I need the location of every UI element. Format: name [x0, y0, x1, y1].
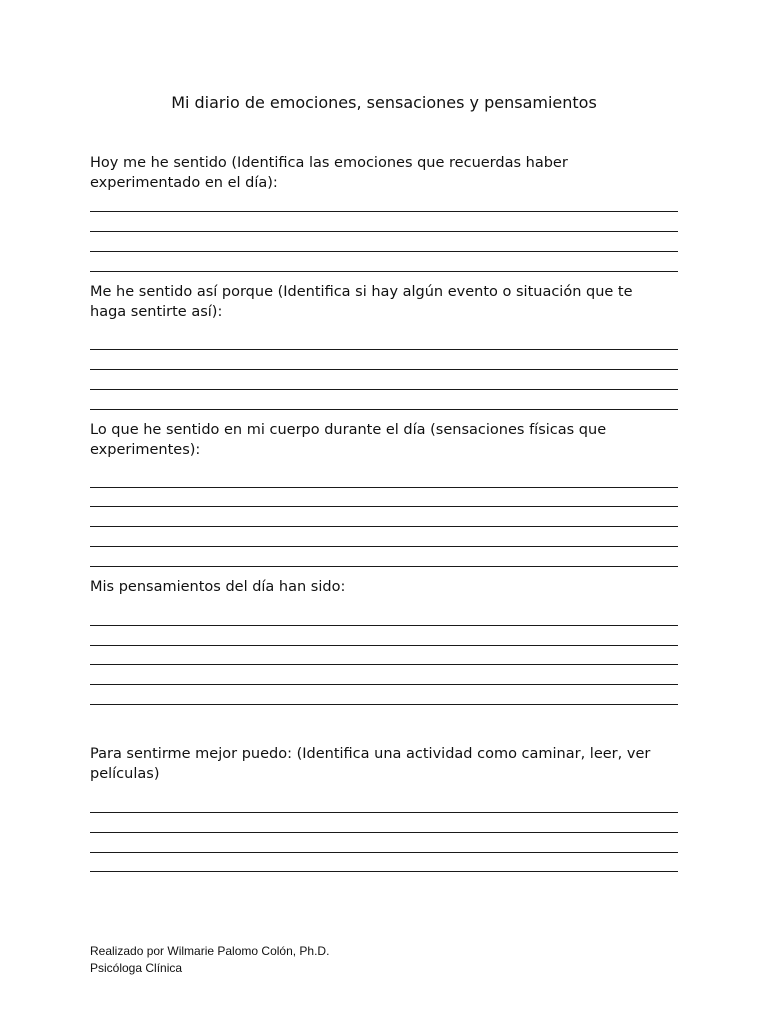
writing-line[interactable] — [90, 409, 678, 410]
writing-line[interactable] — [90, 369, 678, 370]
footer-author: Realizado por Wilmarie Palomo Colón, Ph.D. — [90, 944, 330, 958]
writing-line[interactable] — [90, 271, 678, 272]
writing-line[interactable] — [90, 645, 678, 646]
prompt-reason-line-1: Me he sentido así porque (Identifica si hay algún evento o situación que te — [90, 284, 633, 300]
writing-line[interactable] — [90, 546, 678, 547]
footer-role: Psicóloga Clínica — [90, 961, 183, 975]
footer-credit — [90, 943, 329, 977]
prompt-emotions-line-1: Hoy me he sentido (Identifica las emociones que recuerdas haber — [90, 155, 568, 171]
writing-line[interactable] — [90, 704, 678, 705]
writing-line[interactable] — [90, 389, 678, 390]
prompt-body-sensations — [90, 421, 690, 460]
writing-line[interactable] — [90, 684, 678, 685]
prompt-feel-better-line-2: películas) — [90, 765, 160, 782]
prompt-feel-better — [90, 745, 690, 784]
prompt-emotions — [90, 154, 690, 193]
writing-line[interactable] — [90, 251, 678, 252]
writing-line[interactable] — [90, 231, 678, 232]
writing-line[interactable] — [90, 487, 678, 488]
prompt-feel-better-line-1: Para sentirme mejor puedo: (Identifica una actividad como caminar, leer, ver — [90, 746, 651, 762]
writing-line[interactable] — [90, 832, 678, 833]
writing-line[interactable] — [90, 852, 678, 853]
writing-line[interactable] — [90, 664, 678, 665]
writing-line[interactable] — [90, 349, 678, 350]
prompt-emotions-line-2: experimentado en el día): — [90, 174, 278, 191]
prompt-thoughts — [90, 578, 690, 598]
writing-line[interactable] — [90, 506, 678, 507]
writing-line[interactable] — [90, 625, 678, 626]
writing-line[interactable] — [90, 812, 678, 813]
prompt-reason-line-2: haga sentirte así): — [90, 303, 223, 320]
writing-line[interactable] — [90, 871, 678, 872]
prompt-body-sensations-line-1: Lo que he sentido en mi cuerpo durante el día (sensaciones físicas que — [90, 422, 607, 438]
prompt-reason — [90, 283, 690, 322]
page-title: Mi diario de emociones, sensaciones y pensamientos — [171, 93, 597, 112]
writing-line[interactable] — [90, 566, 678, 567]
writing-line[interactable] — [90, 526, 678, 527]
prompt-body-sensations-line-2: experimentes): — [90, 441, 201, 458]
writing-line[interactable] — [90, 211, 678, 212]
prompt-thoughts-line-1: Mis pensamientos del día han sido: — [90, 579, 346, 595]
